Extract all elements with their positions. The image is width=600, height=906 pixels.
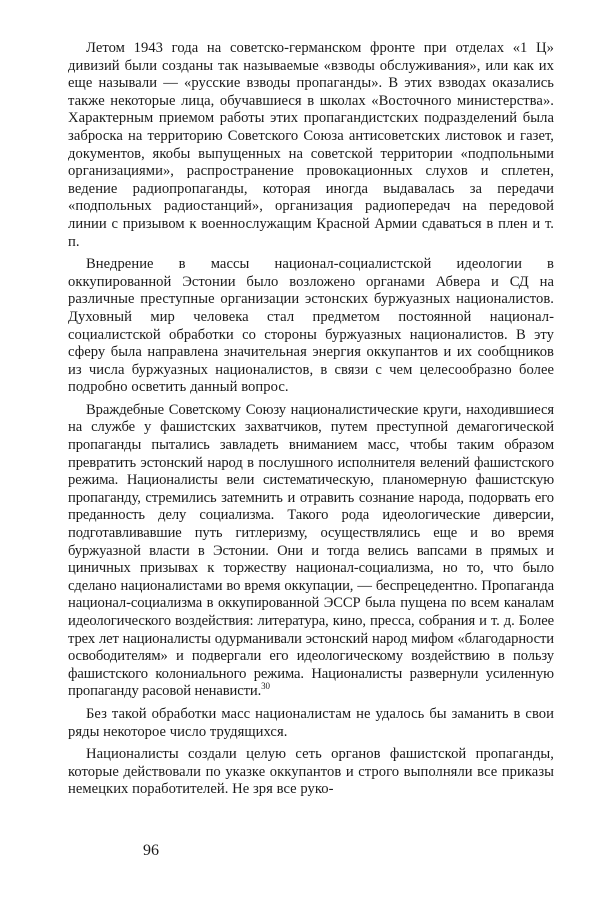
- paragraph-nationalist-circles: [68, 402, 554, 701]
- page-number: 96: [143, 842, 159, 859]
- page-body: [68, 40, 554, 804]
- paragraph-processing-masses: Без такой обработки масс националистам не удалось бы заманить в свои ряды некоторое число трудящихся.: [68, 705, 554, 740]
- paragraph-propaganda-network: Националисты создали целую сеть органов фашистской пропаганды, которые действовали по указке оккупантов и строго выполняли все приказы немецких поработителей. Не зря все руко-: [68, 746, 554, 798]
- paragraph-propaganda-platoons: Летом 1943 года на советско-германском фронте при отделах «1 Ц» дивизий были созданы так называемые «взводы обслуживания», или как их еще называли — «русские взводы пропаганды». В этих взводах оказались также некоторые лица, обучавшиеся в школах «Восточного министерства». Характерным приемом работы этих пропагандистских подразделений была заброска на территорию Советского Союза антисоветских листовок и газет, документов, якобы выпущенных на советской территории «подпольными организациями», распространение провокационных слухов и сплетен, ведение радиопропаганды, которая иногда выдавалась за передачи «подпольных радиостанций», организация радиопередач на передовой линии с призывом к военнослужащим Красной Армии сдаваться в плен и т. п.: [68, 40, 554, 250]
- paragraph-ideology-introduction: Внедрение в массы национал-социалистской идеологии в оккупированной Эстонии было возложено органами Абвера и СД на различные преступные организации эстонских буржуазных националистов. Духовный мир человека стал предметом постоянной национал-социалистской обработки со стороны буржуазных националистов. В эту сферу была направлена значительная энергия оккупантов и их сообщников из числа буржуазных националистов, в связи с чем целесообразно более подробно осветить данный вопрос.: [68, 256, 554, 396]
- footnote-reference: 30: [261, 681, 270, 692]
- paragraph-nationalist-circles-text: Враждебные Советскому Союзу националистические круги, находившиеся на службе у фашистских захватчиков, путем преступной демагогической пропаганды пытались завладеть вниманием масс, чтобы таким образом превратить эстонский народ в послушного исполнителя велений фашистского режима. Националисты вели систематическую, планомерную фашистскую пропаганду, стремились затемнить и отравить сознание народа, подорвать его преданность делу социализма. Такого рода идеологические диверсии, подготавливавшие путь гитлеризму, осуществлялись еще и во время буржуазной власти в Эстонии. Они и тогда велись вапсами в прямых и циничных призывах к торжеству национал-социализма, но то, что было сделано националистами во время оккупации, — беспрецедентно. Пропаганда национал-социализма в оккупированной ЭССР была пущена по всем каналам идеологического воздействия: литература, кино, пресса, собрания и т. д. Более трех лет националисты одурманивали эстонский народ мифом «благодарности освободителям» и подвергали его идеологическому воздействию в пользу фашистского колониального режима. Националисты развернули усиленную пропаганду расовой ненависти.: [68, 401, 554, 700]
